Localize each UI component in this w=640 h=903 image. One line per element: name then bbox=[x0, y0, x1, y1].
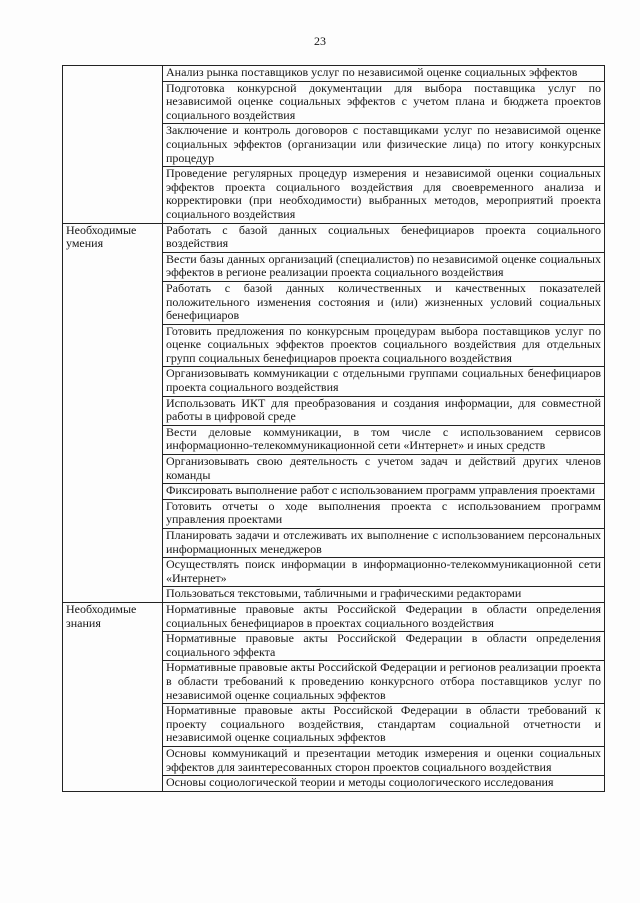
requirement-text: Нормативные правовые акты Российской Федерации в области определения социального эффекта bbox=[163, 632, 605, 661]
requirement-text: Осуществлять поиск информации в информационно-телекоммуникационной сети «Интернет» bbox=[163, 558, 605, 587]
table-row bbox=[63, 223, 605, 252]
requirement-text: Организовывать коммуникации с отдельными группами социальных бенефициаров проекта социального воздействия bbox=[163, 367, 605, 396]
table-row bbox=[63, 66, 605, 82]
specification-table bbox=[62, 65, 605, 792]
page-number: 23 bbox=[314, 34, 326, 48]
requirement-text: Работать с базой данных социальных бенефициаров проекта социального воздействия bbox=[163, 223, 605, 252]
requirement-text: Нормативные правовые акты Российской Федерации и регионов реализации проекта в области требований к проведению конкурсного отбора поставщиков услуг по независимой оценке социальных эффектов bbox=[163, 661, 605, 704]
requirement-text: Нормативные правовые акты Российской Федерации в области определения социальных бенефициаров в проектах социального воздействия bbox=[163, 602, 605, 631]
requirement-text: Использовать ИКТ для преобразования и создания информации, для совместной работы в цифровой среде bbox=[163, 396, 605, 425]
requirement-text: Организовывать свою деятельность с учетом задач и действий других членов команды bbox=[163, 455, 605, 484]
section-label: Необходимые знания bbox=[63, 602, 163, 791]
requirement-text: Заключение и контроль договоров с поставщиками услуг по независимой оценке социальных эффектов (организации или физические лица) по итогу конкурсных процедур bbox=[163, 124, 605, 167]
requirement-text: Вести базы данных организаций (специалистов) по независимой оценке социальных эффектов в регионе реализации проекта социального воздействия bbox=[163, 252, 605, 281]
requirement-text: Готовить отчеты о ходе выполнения проекта с использованием программ управления проектами bbox=[163, 499, 605, 528]
requirement-text: Работать с базой данных количественных и качественных показателей положительного изменения состояния и (или) жизненных условий социальных бенефициаров bbox=[163, 281, 605, 324]
requirement-text: Нормативные правовые акты Российской Федерации в области требований к проекту социального воздействия, стандартам социальной отчетности и независимой оценке социальных эффектов bbox=[163, 704, 605, 747]
requirement-text: Вести деловые коммуникации, в том числе с использованием сервисов информационно-телекоммуникационной сети «Интернет» и иных средств bbox=[163, 425, 605, 454]
table-row bbox=[63, 602, 605, 631]
requirement-text: Пользоваться текстовыми, табличными и графическими редакторами bbox=[163, 587, 605, 603]
section-label: Необходимые умения bbox=[63, 223, 163, 602]
specification-table-body bbox=[63, 66, 605, 792]
requirement-text: Фиксировать выполнение работ с использованием программ управления проектами bbox=[163, 484, 605, 500]
requirement-text: Основы коммуникаций и презентации методик измерения и оценки социальных эффектов для заинтересованных сторон проектов социального воздействия bbox=[163, 746, 605, 775]
requirement-text: Планировать задачи и отслеживать их выполнение с использованием персональных информационных менеджеров bbox=[163, 529, 605, 558]
requirement-text: Проведение регулярных процедур измерения и независимой оценки социальных эффектов проекта социального воздействия для своевременного анализа и корректировки (при необходимости) выбранных методов, мероприятий проекта социального воздействия bbox=[163, 167, 605, 223]
requirement-text: Готовить предложения по конкурсным процедурам выбора поставщиков услуг по оценке социальных эффектов проектов социального воздействия для отдельных групп социальных бенефициаров проекта социального воздействия bbox=[163, 324, 605, 367]
requirement-text: Подготовка конкурсной документации для выбора поставщика услуг по независимой оценке социальных эффектов с учетом плана и бюджета проектов социального воздействия bbox=[163, 81, 605, 124]
requirement-text: Анализ рынка поставщиков услуг по независимой оценке социальных эффектов bbox=[163, 66, 605, 82]
section-label bbox=[63, 66, 163, 224]
requirement-text: Основы социологической теории и методы социологического исследования bbox=[163, 776, 605, 792]
